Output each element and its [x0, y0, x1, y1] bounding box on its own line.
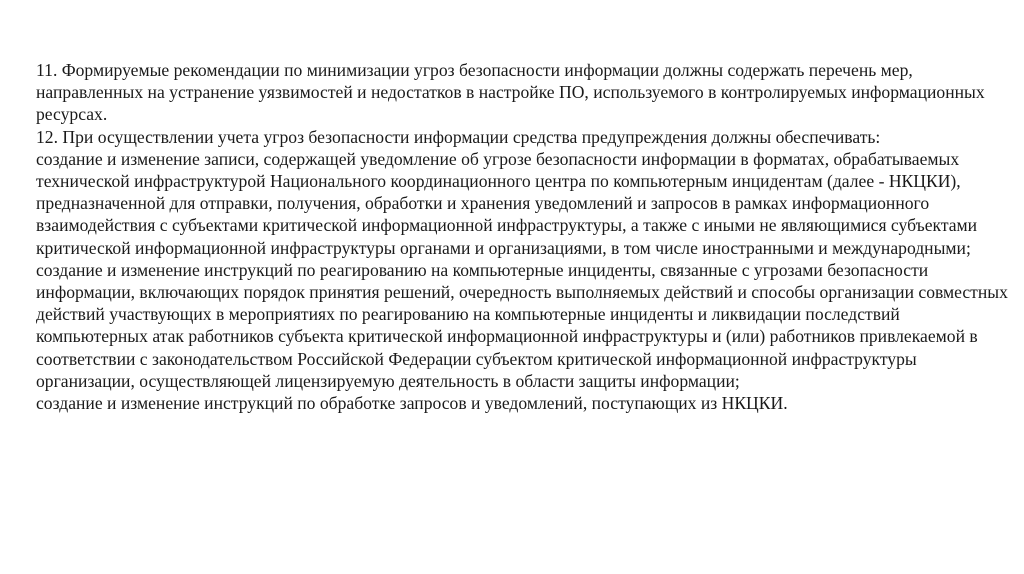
paragraph-item-11: 11. Формируемые рекомендации по минимизации угроз безопасности информации должны содержать перечень мер, направленных на устранение уязвимостей и недостатков в настройке ПО, используемого в контролируемых информационных ресурсах. [36, 60, 985, 125]
list-item-incident-instructions: создание и изменение инструкций по реагированию на компьютерные инциденты, связанные с угрозами безопасности информации, включающих порядок принятия решений, очередность выполняемых действий и способы организации совместных действий участвующих в мероприятиях по реагированию на компьютерные инциденты и ликвидации последствий компьютерных атак работников субъекта критической информационной инфраструктуры и (или) работников привлекаемой в соответствии с законодательством Российской Федерации субъектом критической информационной инфраструктуры организации, осуществляющей лицензируемую деятельность в области защиты информации; [36, 259, 1008, 391]
list-item-request-instructions: создание и изменение инструкций по обработке запросов и уведомлений, поступающих из НКЦКИ. [36, 393, 788, 414]
list-item-record-creation: создание и изменение записи, содержащей уведомление об угрозе безопасности информации в форматах, обрабатываемых технической инфраструктурой Национального координационного центра по компьютерным инцидентам (далее - НКЦКИ), предназначенной для отправки, получения, обработки и хранения уведомлений и запросов в рамках информационного взаимодействия с субъектами критической информационной инфраструктуры, а также с иными не являющимися субъектами критической информационной инфраструктуры органами и организациями, в том числе иностранными и международными; [36, 148, 978, 258]
paragraph-item-12: 12. При осуществлении учета угроз безопасности информации средства предупреждения должны обеспечивать: [36, 126, 881, 147]
document-text-block [36, 59, 1011, 414]
